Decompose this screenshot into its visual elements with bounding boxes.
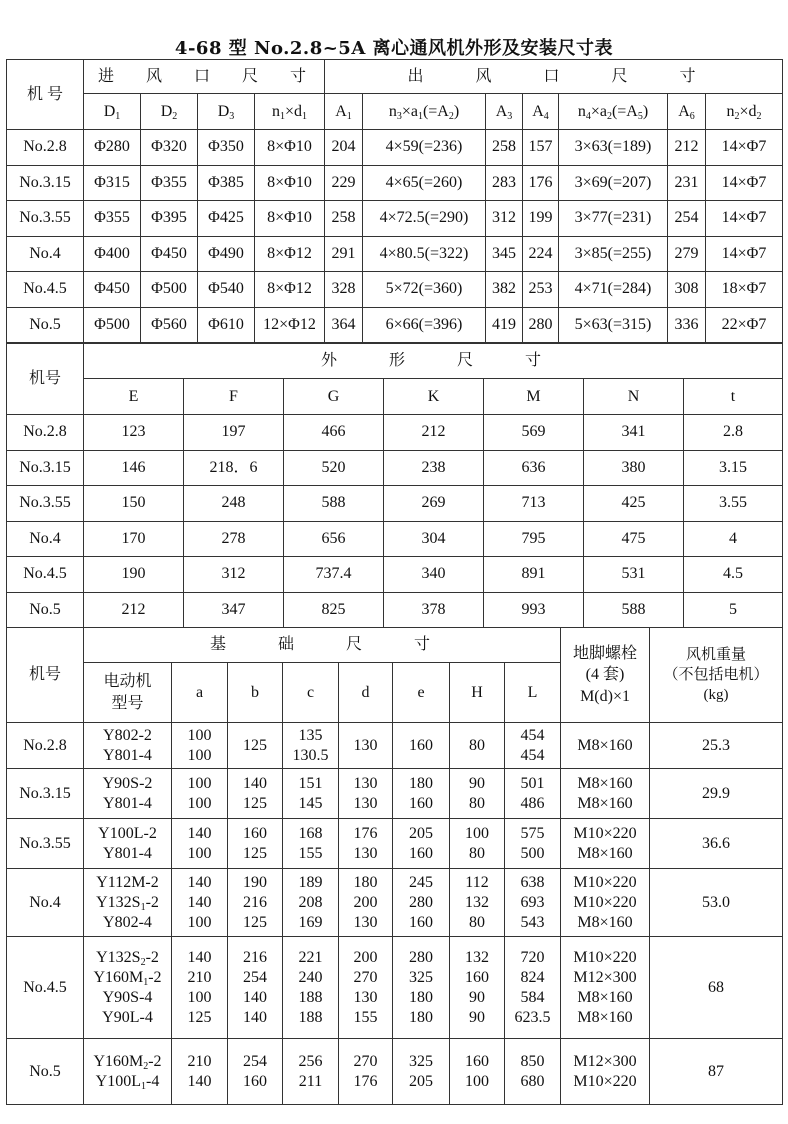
value-cell: 212 — [84, 592, 184, 628]
motor-model: Y100L-2 — [98, 824, 157, 842]
table-row — [7, 201, 783, 237]
value-cell: 112 132 80 — [450, 869, 505, 937]
value-cell: 720 824 584 623.5 — [505, 937, 561, 1039]
value-cell: 140 210 100 125 — [172, 937, 228, 1039]
inlet-outlet-table — [6, 59, 783, 343]
value-cell: 269 — [384, 486, 484, 522]
value-cell: 12×Φ12 — [255, 307, 325, 343]
value-cell: 364 — [325, 307, 363, 343]
value-cell: 5 — [684, 592, 783, 628]
col-header-d2: $D_2$ — [141, 94, 198, 130]
motor-model-cell — [84, 819, 172, 869]
motor-model: Y112M-2 — [96, 873, 159, 891]
page-title: 4-68 型 No.2.8~5A 离心通风机外形及安装尺寸表 — [174, 38, 614, 59]
value-cell: 170 — [84, 521, 184, 557]
value-cell: 283 — [486, 165, 523, 201]
value-cell: 347 — [184, 592, 284, 628]
col-header-d1: $D_1$ — [84, 94, 141, 130]
fan-weight-cell: 68 — [650, 937, 783, 1039]
value-cell: 336 — [668, 307, 706, 343]
model-cell: No.3.15 — [7, 165, 84, 201]
value-cell: 199 — [523, 201, 559, 237]
value-cell: 140 100 — [172, 819, 228, 869]
value-cell: 130 130 — [339, 769, 393, 819]
value-cell: 216 254 140 140 — [228, 937, 283, 1039]
value-cell: 588 — [284, 486, 384, 522]
value-cell: 160 — [393, 723, 450, 769]
value-cell: Φ540 — [198, 272, 255, 308]
table-row — [7, 415, 783, 451]
value-cell: 200 270 130 155 — [339, 937, 393, 1039]
value-cell: 135 130.5 — [283, 723, 339, 769]
value-cell: 8×Φ12 — [255, 272, 325, 308]
col-header-m: M — [484, 379, 584, 415]
value-cell: 100 100 — [172, 769, 228, 819]
col-header-k: K — [384, 379, 484, 415]
motor-model-cell — [84, 869, 172, 937]
anchor-bolt-header: 地脚螺栓 (4 套) M(d)×1 — [561, 628, 650, 723]
value-cell: 253 — [523, 272, 559, 308]
table-row — [7, 450, 783, 486]
value-cell: Φ280 — [84, 130, 141, 166]
value-cell: 891 — [484, 557, 584, 593]
value-cell: 4×71(=284) — [559, 272, 668, 308]
fan-weight-cell: 25.3 — [650, 723, 783, 769]
value-cell: 588 — [584, 592, 684, 628]
anchor-bolt-cell: M10×220 M12×300 M8×160 M8×160 — [561, 937, 650, 1039]
value-cell: 212 — [384, 415, 484, 451]
value-cell: 341 — [584, 415, 684, 451]
fan-weight-cell: 29.9 — [650, 769, 783, 819]
value-cell: 531 — [584, 557, 684, 593]
model-cell: No.3.15 — [7, 769, 84, 819]
value-cell: 2.8 — [684, 415, 783, 451]
value-cell: 4.5 — [684, 557, 783, 593]
value-cell: 151 145 — [283, 769, 339, 819]
value-cell: 278 — [184, 521, 284, 557]
table-row — [7, 937, 783, 1039]
value-cell: 280 — [523, 307, 559, 343]
motor-model-cell — [84, 937, 172, 1039]
col-header-a1: $A_1$ — [325, 94, 363, 130]
outline-group-header: 外 形 尺 寸 — [84, 344, 783, 379]
value-cell: 328 — [325, 272, 363, 308]
value-cell: 229 — [325, 165, 363, 201]
value-cell: 190 — [84, 557, 184, 593]
col-header-t: t — [684, 379, 783, 415]
value-cell: 238 — [384, 450, 484, 486]
model-cell: No.2.8 — [7, 723, 84, 769]
model-cell: No.3.55 — [7, 201, 84, 237]
model-cell: No.3.55 — [7, 819, 84, 869]
value-cell: 325 205 — [393, 1039, 450, 1105]
value-cell: 4 — [684, 521, 783, 557]
model-cell: No.3.15 — [7, 450, 84, 486]
value-cell: 146 — [84, 450, 184, 486]
value-cell: 245 280 160 — [393, 869, 450, 937]
anchor-bolt-cell: M10×220 M10×220 M8×160 — [561, 869, 650, 937]
value-cell: 312 — [184, 557, 284, 593]
table-row — [7, 272, 783, 308]
col-header-n2xd2: $n_2\times d_2$ — [706, 94, 783, 130]
value-cell: 80 — [450, 723, 505, 769]
outline-dimension-table — [6, 343, 783, 628]
value-cell: Φ450 — [84, 272, 141, 308]
motor-model-cell — [84, 1039, 172, 1105]
value-cell: Φ350 — [198, 130, 255, 166]
value-cell: 100 80 — [450, 819, 505, 869]
value-cell: 125 — [228, 723, 283, 769]
col-header-d: d — [339, 663, 393, 723]
model-header: 机号 — [7, 628, 84, 723]
value-cell: 5×63(=315) — [559, 307, 668, 343]
value-cell: 100 100 — [172, 723, 228, 769]
value-cell: 140 125 — [228, 769, 283, 819]
col-header-n: N — [584, 379, 684, 415]
value-cell: 8×Φ10 — [255, 201, 325, 237]
outlet-group-header: 出 风 口 尺 寸 — [325, 60, 783, 94]
foundation-dimension-table — [6, 627, 783, 1105]
value-cell: 520 — [284, 450, 384, 486]
value-cell: 204 — [325, 130, 363, 166]
motor-model: $Y132S_2-2$ — [96, 948, 159, 968]
col-header-b: b — [228, 663, 283, 723]
value-cell: 4×72.5(=290) — [363, 201, 486, 237]
value-cell: Φ500 — [84, 307, 141, 343]
value-cell: 180 200 130 — [339, 869, 393, 937]
value-cell: 425 — [584, 486, 684, 522]
motor-model: Y801-4 — [103, 844, 152, 862]
value-cell: 466 — [284, 415, 384, 451]
motor-model: $Y132S_1-2$ — [96, 893, 159, 913]
col-header-n4xa2: $n_4\times a_2(=A_5)$ — [559, 94, 668, 130]
value-cell: 5×72(=360) — [363, 272, 486, 308]
value-cell: 212 — [668, 130, 706, 166]
value-cell: 4×65(=260) — [363, 165, 486, 201]
col-header-d3: $D_3$ — [198, 94, 255, 130]
value-cell: 160 100 — [450, 1039, 505, 1105]
value-cell: 279 — [668, 236, 706, 272]
value-cell: 18×Φ7 — [706, 272, 783, 308]
value-cell: 8×Φ12 — [255, 236, 325, 272]
value-cell: 3.15 — [684, 450, 783, 486]
anchor-bolt-cell: M10×220 M8×160 — [561, 819, 650, 869]
value-cell: 312 — [486, 201, 523, 237]
value-cell: Φ315 — [84, 165, 141, 201]
col-header-a4: $A_4$ — [523, 94, 559, 130]
value-cell: 993 — [484, 592, 584, 628]
col-header-e: e — [393, 663, 450, 723]
value-cell: 291 — [325, 236, 363, 272]
table-row — [7, 130, 783, 166]
value-cell: 3.55 — [684, 486, 783, 522]
value-cell: 378 — [384, 592, 484, 628]
value-cell: 636 — [484, 450, 584, 486]
model-cell: No.5 — [7, 592, 84, 628]
value-cell: 8×Φ10 — [255, 130, 325, 166]
value-cell: 304 — [384, 521, 484, 557]
value-cell: 157 — [523, 130, 559, 166]
anchor-bolt-cell: M8×160 M8×160 — [561, 769, 650, 819]
value-cell: Φ610 — [198, 307, 255, 343]
value-cell: 14×Φ7 — [706, 236, 783, 272]
value-cell: 825 — [284, 592, 384, 628]
value-cell: 795 — [484, 521, 584, 557]
col-header-a6: $A_6$ — [668, 94, 706, 130]
value-cell: 248 — [184, 486, 284, 522]
model-header: 机号 — [7, 344, 84, 415]
col-header-f: F — [184, 379, 284, 415]
motor-model: Y802-2 — [103, 726, 152, 744]
model-cell: No.4 — [7, 869, 84, 937]
value-cell: 190 216 125 — [228, 869, 283, 937]
table-row — [7, 769, 783, 819]
value-cell: 160 125 — [228, 819, 283, 869]
col-header-c: c — [283, 663, 339, 723]
foundation-group-header: 基 础 尺 寸 — [84, 628, 561, 663]
value-cell: 132 160 90 90 — [450, 937, 505, 1039]
col-header-l: L — [505, 663, 561, 723]
motor-model: Y801-4 — [103, 794, 152, 812]
value-cell: 638 693 543 — [505, 869, 561, 937]
motor-model: Y90S-4 — [102, 988, 153, 1006]
value-cell: 308 — [668, 272, 706, 308]
col-header-a: a — [172, 663, 228, 723]
value-cell: Φ400 — [84, 236, 141, 272]
value-cell: Φ425 — [198, 201, 255, 237]
value-cell: 168 155 — [283, 819, 339, 869]
inlet-group-header: 进 风 口 尺 寸 — [84, 60, 325, 94]
value-cell: 501 486 — [505, 769, 561, 819]
value-cell: Φ385 — [198, 165, 255, 201]
model-cell: No.4.5 — [7, 557, 84, 593]
table-row — [7, 521, 783, 557]
value-cell: 140 140 100 — [172, 869, 228, 937]
value-cell: 8×Φ10 — [255, 165, 325, 201]
value-cell: 189 208 169 — [283, 869, 339, 937]
value-cell: 14×Φ7 — [706, 201, 783, 237]
value-cell: 258 — [486, 130, 523, 166]
value-cell: 575 500 — [505, 819, 561, 869]
value-cell: 656 — [284, 521, 384, 557]
value-cell: 224 — [523, 236, 559, 272]
table-row — [7, 592, 783, 628]
motor-model: Y90S-2 — [102, 774, 153, 792]
motor-model: $Y160M_2-2$ — [93, 1052, 162, 1072]
value-cell: 218．6 — [184, 450, 284, 486]
value-cell: 180 160 — [393, 769, 450, 819]
value-cell: 210 140 — [172, 1039, 228, 1105]
value-cell: 4×80.5(=322) — [363, 236, 486, 272]
motor-model: Y801-4 — [103, 746, 152, 764]
model-cell: No.4.5 — [7, 937, 84, 1039]
col-header-h: H — [450, 663, 505, 723]
value-cell: 254 160 — [228, 1039, 283, 1105]
col-header-g: G — [284, 379, 384, 415]
motor-model-cell — [84, 769, 172, 819]
value-cell: 3×69(=207) — [559, 165, 668, 201]
value-cell: 737.4 — [284, 557, 384, 593]
anchor-bolt-cell: M12×300 M10×220 — [561, 1039, 650, 1105]
value-cell: 270 176 — [339, 1039, 393, 1105]
col-header-n1xd1: $n_1\times d_1$ — [255, 94, 325, 130]
value-cell: 176 — [523, 165, 559, 201]
value-cell: Φ450 — [141, 236, 198, 272]
fan-weight-cell: 87 — [650, 1039, 783, 1105]
table-row — [7, 236, 783, 272]
table-row — [7, 165, 783, 201]
value-cell: 123 — [84, 415, 184, 451]
value-cell: 205 160 — [393, 819, 450, 869]
table-row — [7, 869, 783, 937]
model-cell: No.4 — [7, 236, 84, 272]
value-cell: 176 130 — [339, 819, 393, 869]
value-cell: 258 — [325, 201, 363, 237]
col-header-n3xa1: $n_3\times a_1(=A_2)$ — [363, 94, 486, 130]
value-cell: 280 325 180 180 — [393, 937, 450, 1039]
model-header: 机 号 — [7, 60, 84, 130]
value-cell: Φ500 — [141, 272, 198, 308]
motor-model-cell — [84, 723, 172, 769]
value-cell: Φ355 — [141, 165, 198, 201]
value-cell: 345 — [486, 236, 523, 272]
value-cell: 569 — [484, 415, 584, 451]
model-cell: No.4.5 — [7, 272, 84, 308]
value-cell: 130 — [339, 723, 393, 769]
table-row — [7, 1039, 783, 1105]
value-cell: Φ395 — [141, 201, 198, 237]
value-cell: 14×Φ7 — [706, 130, 783, 166]
motor-model: Y90L-4 — [102, 1008, 153, 1026]
value-cell: 382 — [486, 272, 523, 308]
table-row — [7, 723, 783, 769]
value-cell: 90 80 — [450, 769, 505, 819]
value-cell: 150 — [84, 486, 184, 522]
value-cell: 3×85(=255) — [559, 236, 668, 272]
value-cell: Φ355 — [84, 201, 141, 237]
value-cell: 713 — [484, 486, 584, 522]
table-row — [7, 819, 783, 869]
value-cell: Φ490 — [198, 236, 255, 272]
value-cell: 419 — [486, 307, 523, 343]
model-cell: No.2.8 — [7, 415, 84, 451]
table-row — [7, 557, 783, 593]
value-cell: 340 — [384, 557, 484, 593]
value-cell: 3×63(=189) — [559, 130, 668, 166]
value-cell: 231 — [668, 165, 706, 201]
value-cell: 197 — [184, 415, 284, 451]
value-cell: 6×66(=396) — [363, 307, 486, 343]
motor-model-header: 电动机 型号 — [84, 663, 172, 723]
model-cell: No.5 — [7, 307, 84, 343]
fan-weight-cell: 53.0 — [650, 869, 783, 937]
col-header-e: E — [84, 379, 184, 415]
value-cell: 22×Φ7 — [706, 307, 783, 343]
model-cell: No.2.8 — [7, 130, 84, 166]
value-cell: 454 454 — [505, 723, 561, 769]
value-cell: 3×77(=231) — [559, 201, 668, 237]
model-cell: No.3.55 — [7, 486, 84, 522]
model-cell: No.4 — [7, 521, 84, 557]
motor-model: Y802-4 — [103, 913, 152, 931]
value-cell: 221 240 188 188 — [283, 937, 339, 1039]
anchor-bolt-cell: M8×160 — [561, 723, 650, 769]
value-cell: 254 — [668, 201, 706, 237]
value-cell: 380 — [584, 450, 684, 486]
motor-model: $Y160M_1-2$ — [93, 968, 162, 988]
col-header-a3: $A_3$ — [486, 94, 523, 130]
value-cell: 850 680 — [505, 1039, 561, 1105]
fan-weight-header: 风机重量 （不包括电机） (kg) — [650, 628, 783, 723]
value-cell: 14×Φ7 — [706, 165, 783, 201]
table-row — [7, 307, 783, 343]
table-row — [7, 486, 783, 522]
fan-weight-cell: 36.6 — [650, 819, 783, 869]
value-cell: Φ320 — [141, 130, 198, 166]
model-cell: No.5 — [7, 1039, 84, 1105]
value-cell: 4×59(=236) — [363, 130, 486, 166]
value-cell: 475 — [584, 521, 684, 557]
motor-model: $Y100L_1-4$ — [95, 1072, 160, 1092]
value-cell: Φ560 — [141, 307, 198, 343]
value-cell: 256 211 — [283, 1039, 339, 1105]
